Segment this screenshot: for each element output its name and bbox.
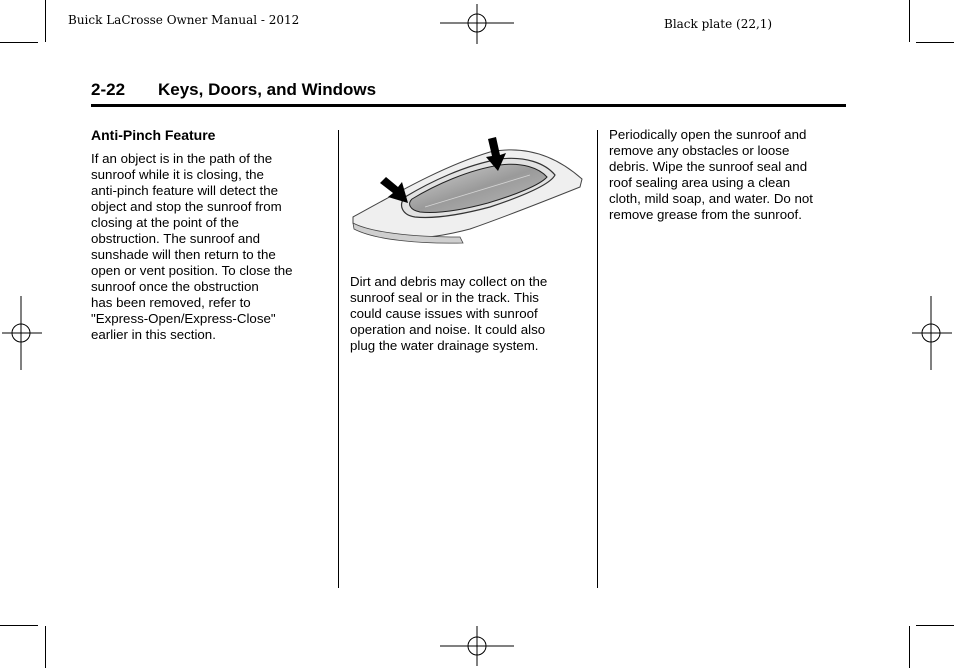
crop-mark [0,42,38,43]
text-line: open or vent position. To close the [91,263,293,278]
registration-mark-icon [912,296,952,370]
text-line: closing at the point of the [91,215,239,230]
page-number: 2-22 [91,80,126,99]
text-line: obstruction. The sunroof and [91,231,261,246]
registration-mark-icon [440,626,514,666]
text-line: remove any obstacles or loose [609,143,790,158]
crop-mark [909,0,910,42]
crop-mark [45,0,46,42]
col3-body [609,127,813,223]
registration-mark-icon [440,4,514,44]
plate-label: Black plate (22,1) [664,17,773,31]
manual-title: Buick LaCrosse Owner Manual - 2012 [68,13,300,27]
chapter-title: Keys, Doors, and Windows [158,80,377,99]
text-line: earlier in this section. [91,327,216,342]
sunroof-seal-illustration [350,137,585,247]
text-line: Dirt and debris may collect on the [350,274,548,289]
text-line: roof sealing area using a clean [609,175,791,190]
column-divider [338,130,339,588]
text-line: If an object is in the path of the [91,151,273,166]
section-heading: Anti-Pinch Feature [91,127,216,143]
crop-mark [916,42,954,43]
text-line: sunroof while it is closing, the [91,167,264,182]
text-line: remove grease from the sunroof. [609,207,802,222]
text-line: has been removed, refer to [91,295,251,310]
crop-mark [45,626,46,668]
page-header [91,80,846,107]
text-line: "Express-Open/Express-Close" [91,311,276,326]
col1-body [91,151,293,343]
crop-mark [0,625,38,626]
text-line: could cause issues with sunroof [350,306,538,321]
text-line: debris. Wipe the sunroof seal and [609,159,808,174]
text-line: sunshade will then return to the [91,247,276,262]
text-line: sunroof seal or in the track. This [350,290,539,305]
crop-mark [909,626,910,668]
registration-mark-icon [2,296,42,370]
col2-body [350,274,547,354]
crop-mark [916,625,954,626]
text-line: object and stop the sunroof from [91,199,282,214]
text-line: cloth, mild soap, and water. Do not [609,191,813,206]
text-line: plug the water drainage system. [350,338,539,353]
text-line: Periodically open the sunroof and [609,127,807,142]
column-divider [597,130,598,588]
text-line: sunroof once the obstruction [91,279,259,294]
text-line: anti-pinch feature will detect the [91,183,279,198]
text-line: operation and noise. It could also [350,322,546,337]
